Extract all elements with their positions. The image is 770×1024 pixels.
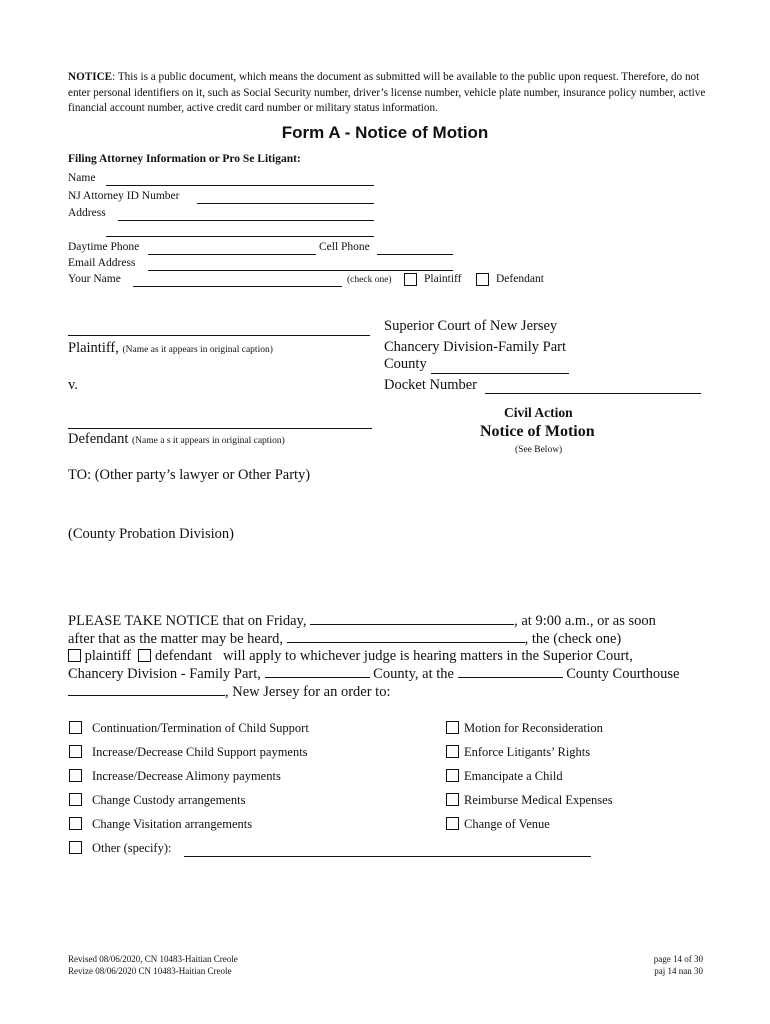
footer-left: [68, 953, 238, 977]
check-one-note: (check one): [347, 275, 392, 285]
plaintiff-label: Plaintiff,: [68, 340, 119, 356]
body-line-2: [68, 630, 621, 648]
plaintiff-caption-label: [68, 340, 273, 357]
hearing-date-field[interactable]: [310, 612, 514, 625]
option-child-support-checkbox[interactable]: [69, 721, 82, 734]
filer-defendant-checkbox[interactable]: [476, 273, 489, 286]
footer-page-ht: paj 14 nan 30: [654, 966, 703, 976]
body-line-1: [68, 612, 656, 630]
courthouse-city-field[interactable]: [68, 683, 225, 696]
county-label: County: [384, 356, 427, 372]
name-label: Name: [68, 172, 96, 184]
body-county-field[interactable]: [265, 665, 370, 678]
address-field-1[interactable]: [118, 220, 374, 221]
body-line-4-c: County Courthouse: [566, 666, 680, 682]
email-field[interactable]: [148, 270, 453, 271]
footer-revised-ht: Revize 08/06/2020 CN 10483-Haitian Creole: [68, 966, 232, 976]
option-child-support-payments-label: Increase/Decrease Child Support payments: [92, 745, 308, 759]
to-line: TO: (Other party’s lawyer or Other Party): [68, 467, 311, 483]
plaintiff-name-field[interactable]: [68, 335, 370, 336]
body-line-1-a: PLEASE TAKE NOTICE that on Friday,: [68, 613, 307, 629]
filer-plaintiff-label: Plaintiff: [424, 273, 462, 285]
docket-label: Docket Number: [384, 377, 478, 393]
option-reconsideration-checkbox[interactable]: [446, 721, 459, 734]
body-line-3-rest: will apply to whichever judge is hearing matters in the Superior Court,: [223, 648, 633, 664]
option-custody-checkbox[interactable]: [69, 793, 82, 806]
option-visitation-label: Change Visitation arrangements: [92, 817, 253, 831]
docket-field[interactable]: [485, 393, 701, 394]
body-defendant-checkbox[interactable]: [138, 649, 151, 662]
option-other-label: Other (specify):: [92, 841, 172, 855]
court-line-2: Chancery Division-Family Part: [384, 339, 567, 355]
hearing-party-field[interactable]: [287, 630, 525, 643]
plaintiff-note: (Name as it appears in original caption): [122, 345, 273, 355]
court-line-1: Superior Court of New Jersey: [384, 318, 558, 334]
option-venue-label: Change of Venue: [464, 817, 550, 831]
public-notice: [68, 70, 708, 117]
option-other-checkbox[interactable]: [69, 841, 82, 854]
attorney-id-label: NJ Attorney ID Number: [68, 190, 180, 202]
option-alimony-checkbox[interactable]: [69, 769, 82, 782]
option-venue-checkbox[interactable]: [446, 817, 459, 830]
filer-heading: Filing Attorney Information or Pro Se Litigant:: [68, 153, 301, 165]
body-line-4-b: County, at the: [373, 666, 454, 682]
option-emancipate-label: Emancipate a Child: [464, 769, 563, 783]
option-litigants-rights-label: Enforce Litigants’ Rights: [464, 745, 591, 759]
body-line-2-b: , the (check one): [524, 631, 622, 647]
body-defendant-label: defendant: [154, 648, 213, 664]
probation-line: (County Probation Division): [68, 526, 234, 542]
courthouse-county-field[interactable]: [458, 665, 563, 678]
county-field[interactable]: [431, 373, 569, 374]
defendant-name-field[interactable]: [68, 428, 372, 429]
name-field[interactable]: [106, 185, 374, 186]
footer-revised-en: Revised 08/06/2020, CN 10483-Haitian Creole: [68, 954, 238, 964]
option-visitation-checkbox[interactable]: [69, 817, 82, 830]
filer-defendant-label: Defendant: [496, 273, 544, 285]
option-alimony-label: Increase/Decrease Alimony payments: [92, 769, 281, 783]
daytime-phone-label: Daytime Phone: [68, 241, 140, 253]
cell-phone-label: Cell Phone: [319, 241, 370, 253]
option-litigants-rights-checkbox[interactable]: [446, 745, 459, 758]
see-below-note: (See Below): [515, 445, 563, 455]
option-reconsideration-label: Motion for Reconsideration: [464, 721, 603, 735]
body-line-4: [68, 665, 679, 683]
option-emancipate-checkbox[interactable]: [446, 769, 459, 782]
body-plaintiff-label: plaintiff: [84, 648, 132, 664]
body-line-2-a: after that as the matter may be heard,: [68, 631, 283, 647]
body-plaintiff-checkbox[interactable]: [68, 649, 81, 662]
address-label: Address: [68, 207, 106, 219]
email-label: Email Address: [68, 257, 136, 269]
body-line-3: [68, 648, 633, 665]
option-child-support-label: Continuation/Termination of Child Support: [92, 721, 309, 735]
option-child-support-payments-checkbox[interactable]: [69, 745, 82, 758]
notice-text: : This is a public document, which means the document as submitted will be available to the public upon request. Therefore, do not enter personal identifiers on it, such as Social Security number, driver’s license number, vehicle plate number, insurance policy number, active financial account number, active credit card number or military status information.: [68, 71, 706, 114]
cell-phone-field[interactable]: [377, 254, 453, 255]
defendant-note: (Name a s it appears in original caption): [132, 436, 285, 446]
footer-page-en: page 14 of 30: [653, 954, 703, 964]
option-medical-expenses-checkbox[interactable]: [446, 793, 459, 806]
address-field-2[interactable]: [106, 236, 374, 237]
option-medical-expenses-label: Reimburse Medical Expenses: [464, 793, 613, 807]
other-specify-field[interactable]: [184, 856, 591, 857]
civil-action-label: Civil Action: [504, 405, 573, 420]
form-title: Form A - Notice of Motion: [281, 123, 489, 142]
footer-right: [600, 953, 703, 977]
filer-plaintiff-checkbox[interactable]: [404, 273, 417, 286]
versus-label: v.: [68, 377, 78, 393]
your-name-label: Your Name: [68, 273, 121, 285]
daytime-phone-field[interactable]: [148, 254, 316, 255]
defendant-caption-label: [68, 431, 285, 448]
body-line-1-b: , at 9:00 a.m., or as soon: [514, 613, 656, 629]
defendant-label: Defendant: [68, 431, 129, 447]
body-line-4-a: Chancery Division - Family Part,: [68, 666, 261, 682]
attorney-id-field[interactable]: [197, 203, 374, 204]
notice-label: NOTICE: [68, 71, 113, 83]
body-line-5: [68, 683, 390, 701]
notice-of-motion-heading: Notice of Motion: [480, 423, 595, 440]
your-name-field[interactable]: [133, 286, 342, 287]
option-custody-label: Change Custody arrangements: [92, 793, 246, 807]
body-line-5-text: , New Jersey for an order to:: [225, 684, 391, 700]
